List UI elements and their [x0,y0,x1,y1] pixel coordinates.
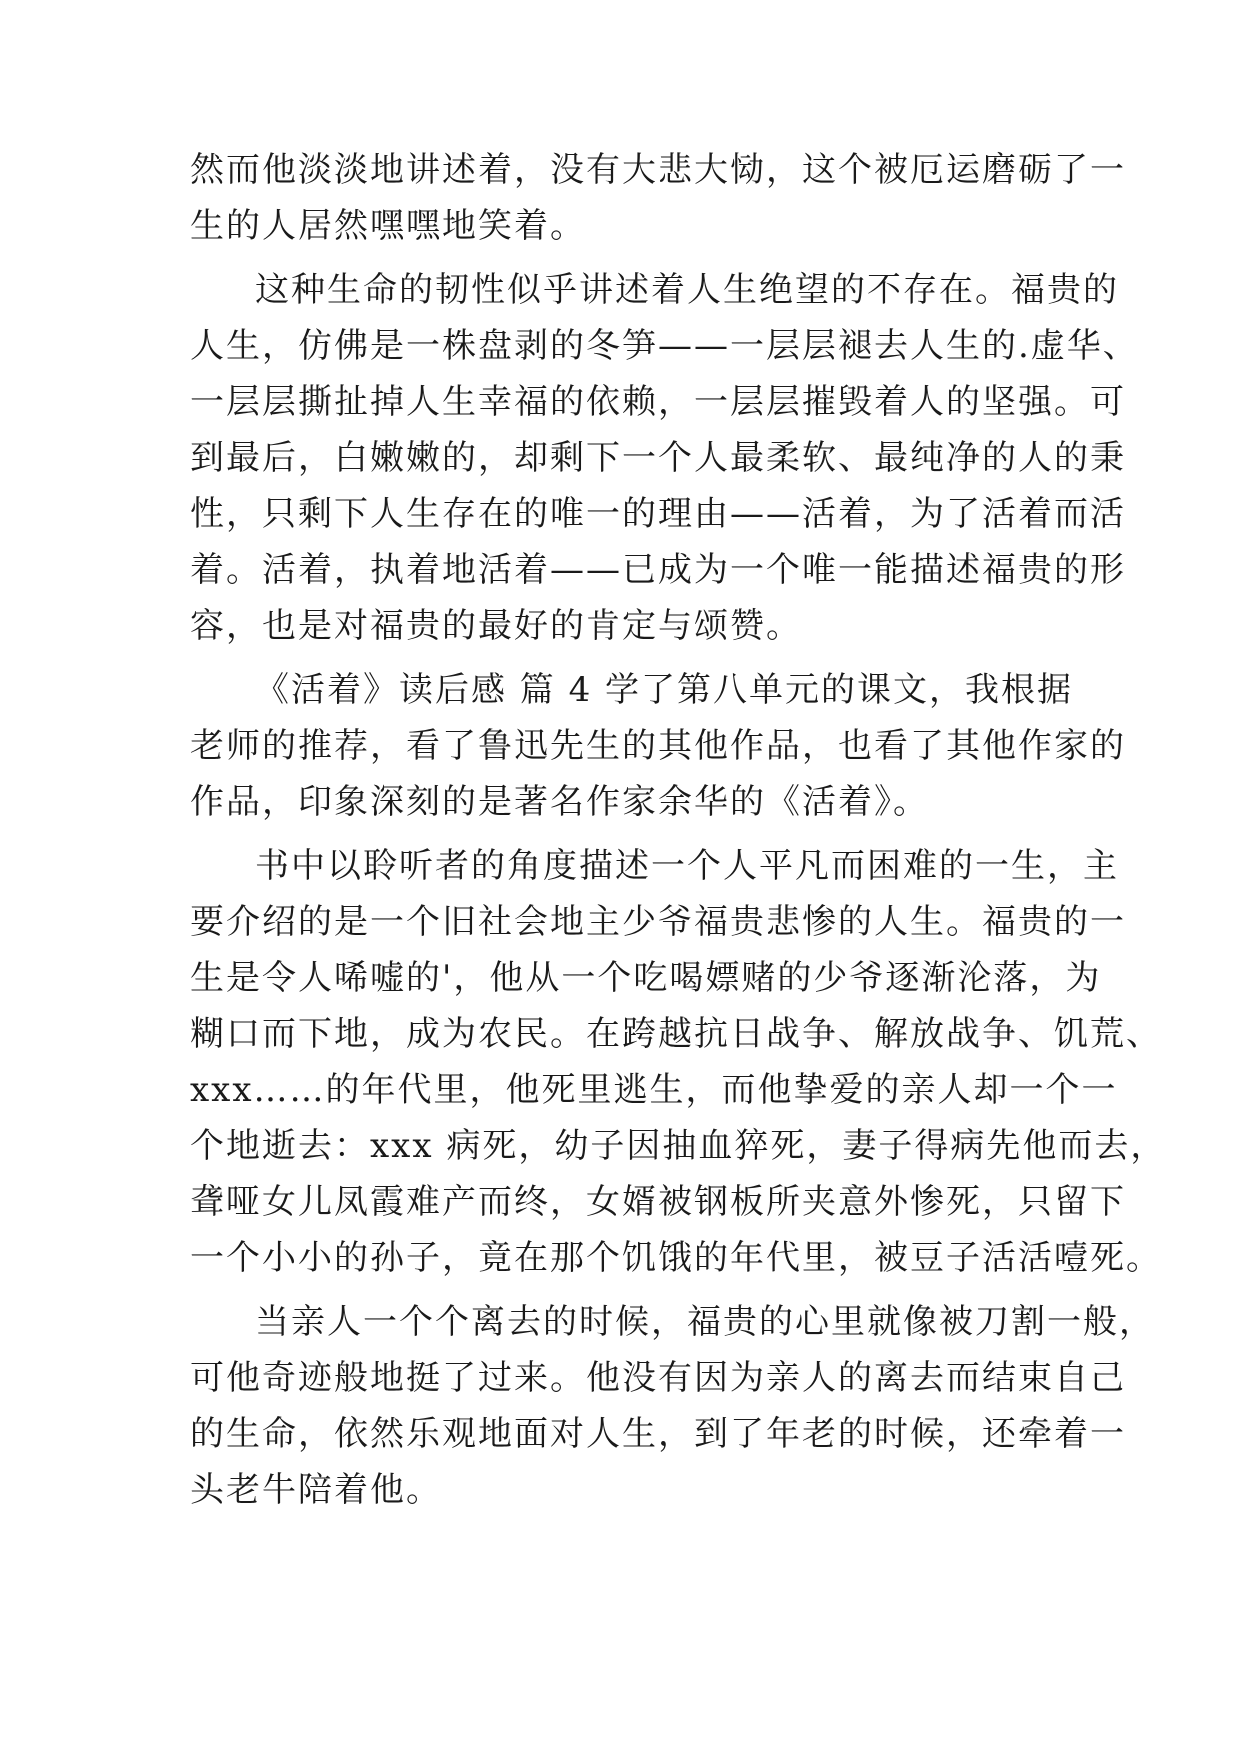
text-line: 这种生命的韧性似乎讲述着人生绝望的不存在。福贵的 [255,270,1119,310]
text-line: 容，也是对福贵的最好的肯定与颂赞。 [190,606,802,646]
text-line: 一个小小的孙子，竟在那个饥饿的年代里，被豆子活活噎死。 [190,1238,1162,1278]
text-line: 生的人居然嘿嘿地笑着。 [190,206,586,246]
text-line: 人生，仿佛是一株盘剥的冬笋——一层层褪去人生的.虚华、 [190,326,1139,366]
text-line: xxx……的年代里，他死里逃生，而他挚爱的亲人却一个一 [190,1070,1118,1110]
text-line: 糊口而下地，成为农民。在跨越抗日战争、解放战争、饥荒、 [190,1014,1162,1054]
text-line: 书中以聆听者的角度描述一个人平凡而困难的一生，主 [255,846,1119,886]
text-line: 个地逝去：xxx 病死，幼子因抽血猝死，妻子得病先他而去， [190,1126,1167,1166]
text-line: 作品，印象深刻的是著名作家余华的《活着》。 [190,782,929,822]
text-line: 生是令人唏嘘的'，他从一个吃喝嫖赌的少爷逐渐沦落，为 [190,958,1102,998]
text-line: 《活着》读后感 篇 4 学了第八单元的课文，我根据 [255,670,1074,710]
text-line: 老师的推荐，看了鲁迅先生的其他作品，也看了其他作家的 [190,726,1126,766]
text-line: 然而他淡淡地讲述着，没有大悲大恸，这个被厄运磨砺了一 [190,150,1126,190]
text-line: 可他奇迹般地挺了过来。他没有因为亲人的离去而结束自己 [190,1358,1126,1398]
text-line: 要介绍的是一个旧社会地主少爷福贵悲惨的人生。福贵的一 [190,902,1126,942]
text-line: 一层层撕扯掉人生幸福的依赖，一层层摧毁着人的坚强。可 [190,382,1126,422]
text-line: 的生命，依然乐观地面对人生，到了年老的时候，还牵着一 [190,1414,1126,1454]
text-line: 到最后，白嫩嫩的，却剩下一个人最柔软、最纯净的人的秉 [190,438,1126,478]
text-line: 当亲人一个个离去的时候，福贵的心里就像被刀割一般， [255,1302,1155,1342]
text-line: 性，只剩下人生存在的唯一的理由——活着，为了活着而活 [190,494,1126,534]
text-line: 头老牛陪着他。 [190,1470,442,1510]
text-line: 聋哑女儿凤霞难产而终，女婿被钢板所夹意外惨死，只留下 [190,1182,1126,1222]
text-line: 着。活着，执着地活着——已成为一个唯一能描述福贵的形 [190,550,1126,590]
